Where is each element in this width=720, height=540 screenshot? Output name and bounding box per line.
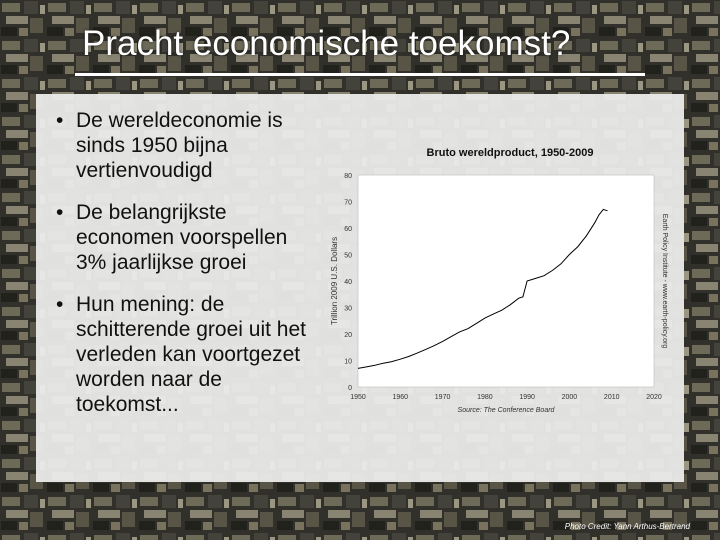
bullet-marker: • <box>56 201 64 224</box>
bullet-item <box>50 292 312 417</box>
photo-credit: Photo Credit: Yann Arthus-Bertrand <box>564 522 690 531</box>
bullet-list <box>50 108 312 434</box>
x-tick-label: 2020 <box>646 394 662 401</box>
title-underline <box>75 73 645 76</box>
bullet-marker: • <box>56 109 64 132</box>
x-tick-label: 1980 <box>477 394 493 401</box>
y-tick-label: 80 <box>344 173 352 180</box>
slide-title: Pracht economische toekomst? <box>82 24 571 63</box>
x-tick-label: 2000 <box>561 394 578 401</box>
bullet-item <box>50 200 312 275</box>
y-tick-label: 70 <box>344 199 352 207</box>
y-tick-label: 40 <box>344 279 352 286</box>
y-tick-label: 0 <box>348 385 352 392</box>
x-tick-labels <box>350 394 662 401</box>
bullet-text: Hun mening: de schitterende groei uit het verleden kan voortgezet worden naar de toekomst... <box>76 293 306 416</box>
y-tick-labels <box>344 173 352 392</box>
chart-source: Source: The Conference Board <box>457 407 555 414</box>
y-tick-label: 10 <box>344 358 352 366</box>
side-credit-label: Earth Policy Institute - www.earth-policy.org <box>661 213 668 349</box>
bullet-marker: • <box>56 293 64 316</box>
bullet-text: De belangrijkste economen voorspellen 3% jaarlijkse groei <box>76 201 288 274</box>
y-tick-label: 30 <box>344 305 352 313</box>
x-tick-label: 1960 <box>392 394 409 401</box>
plot-area <box>358 175 654 387</box>
y-tick-label: 60 <box>344 226 352 233</box>
x-tick-label: 2010 <box>603 394 620 401</box>
y-tick-label: 50 <box>344 252 352 260</box>
chart-title: Bruto wereldproduct, 1950-2009 <box>426 147 594 159</box>
y-tick-label: 20 <box>344 332 352 339</box>
x-tick-label: 1970 <box>434 394 451 401</box>
gwp-line-chart <box>325 140 675 425</box>
x-tick-label: 1990 <box>519 394 535 401</box>
bullet-text: De wereldeconomie is sinds 1950 bijna vertienvoudigd <box>76 109 283 182</box>
x-tick-label: 1950 <box>350 394 366 401</box>
y-axis-label: Trillion 2009 U.S. Dollars <box>330 236 339 326</box>
bullet-item <box>50 108 312 183</box>
